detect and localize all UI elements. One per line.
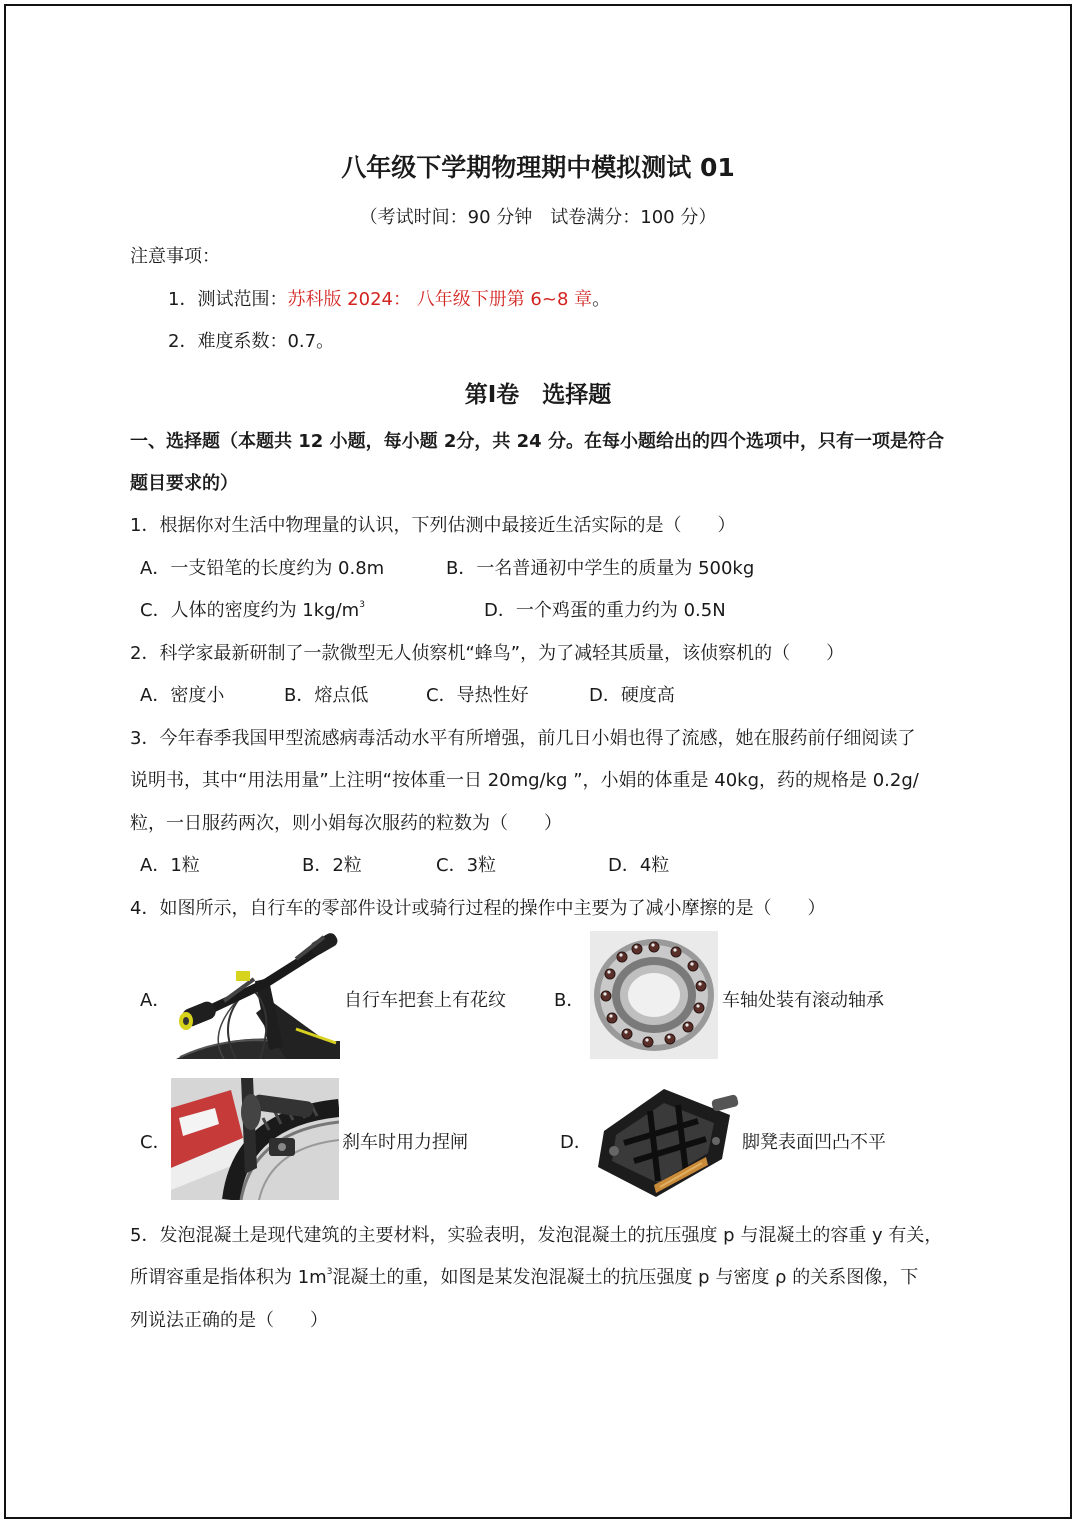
q1-option-c-text: C．人体的密度约为 1kg/m [140, 600, 360, 621]
q4-option-d-text: 脚凳表面凹凸不平 [742, 1132, 886, 1153]
q4-stem: 4．如图所示，自行车的零部件设计或骑行过程的操作中主要为了减小摩擦的是（ ） [130, 898, 826, 919]
q5-line2-superscript: 3 [326, 1267, 333, 1277]
q3-line2: 说明书，其中“用法用量”上注明“按体重一日 20mg/kg ”，小娟的体重是 40kg，药的规格是 0.2g/ [130, 770, 919, 791]
part1-heading-line2: 题目要求的） [130, 473, 238, 494]
notice-1-scope: 苏科版 2024： 八年级下册第 6~8 章 [287, 289, 593, 310]
q3-option-a: A．1粒 [140, 855, 200, 876]
section-title: 第Ⅰ卷 选择题 [464, 382, 612, 408]
q5-line2-pre: 所谓容重是指体积为 1m [130, 1267, 327, 1288]
notice-1-prefix: 1．测试范围： [168, 289, 288, 310]
q2-option-c: C．导热性好 [426, 685, 529, 706]
q3-option-c: C．3粒 [436, 855, 497, 876]
q3-option-b: B．2粒 [302, 855, 362, 876]
q1-option-a: A．一支铅笔的长度约为 0.8m [140, 558, 385, 579]
brake-image [171, 1078, 339, 1200]
q4-option-d-letter: D． [560, 1132, 592, 1153]
part1-heading-line1: 一、选择题（本题共 12 小题，每小题 2分，共 24 分。在每小题给出的四个选项中，只有一项是符合 [130, 431, 944, 452]
exam-subtitle: （考试时间：90 分钟 试卷满分：100 分） [359, 207, 717, 228]
q5-line2 [130, 1265, 918, 1291]
q2-option-a: A．密度小 [140, 685, 225, 706]
q4-option-a-letter: A． [140, 990, 171, 1011]
q3-line1: 3．今年春季我国甲型流感病毒活动水平有所增强，前几日小娟也得了流感，她在服药前仔细阅读了 [130, 728, 916, 749]
pedal-image [594, 1081, 740, 1203]
q3-option-d: D．4粒 [608, 855, 670, 876]
q1-option-c [140, 598, 365, 624]
notice-item-2: 2．难度系数：0.7。 [168, 331, 335, 352]
q1-stem: 1．根据你对生活中物理量的认识，下列估测中最接近生活实际的是（ ） [130, 515, 736, 536]
exam-title: 八年级下学期物理期中模拟测试 01 [341, 153, 735, 182]
notice-heading: 注意事项： [130, 246, 220, 267]
handlebar-image [176, 931, 340, 1059]
q4-option-a-text: 自行车把套上有花纹 [344, 990, 506, 1011]
q3-line3: 粒，一日服药两次，则小娟每次服药的粒数为（ ） [130, 813, 562, 834]
q1-option-c-superscript: 3 [359, 600, 365, 610]
notice-item-1 [168, 287, 610, 313]
notice-1-suffix: 。 [592, 289, 611, 310]
q5-line2-post: 混凝土的重，如图是某发泡混凝土的抗压强度 p 与密度 ρ 的关系图像，下 [332, 1267, 919, 1288]
q5-line1: 5．发泡混凝土是现代建筑的主要材料，实验表明，发泡混凝土的抗压强度 p 与混凝土的容重 y 有关， [130, 1225, 943, 1246]
q2-option-d: D．硬度高 [589, 685, 675, 706]
q2-option-b: B．熔点低 [284, 685, 369, 706]
q1-option-d: D．一个鸡蛋的重力约为 0.5N [484, 600, 726, 621]
exam-page [4, 4, 1072, 1519]
q2-stem: 2．科学家最新研制了一款微型无人侦察机“蜂鸟”，为了减轻其质量，该侦察机的（ ） [130, 643, 845, 664]
q4-option-b-text: 车轴处装有滚动轴承 [722, 990, 884, 1011]
q4-option-c-letter: C． [140, 1132, 171, 1153]
q5-line3: 列说法正确的是（ ） [130, 1310, 328, 1331]
q1-option-b: B．一名普通初中学生的质量为 500kg [446, 558, 755, 579]
q4-option-c-text: 刹车时用力捏闸 [342, 1132, 468, 1153]
bearing-image [590, 931, 718, 1059]
q4-option-b-letter: B． [554, 990, 585, 1011]
